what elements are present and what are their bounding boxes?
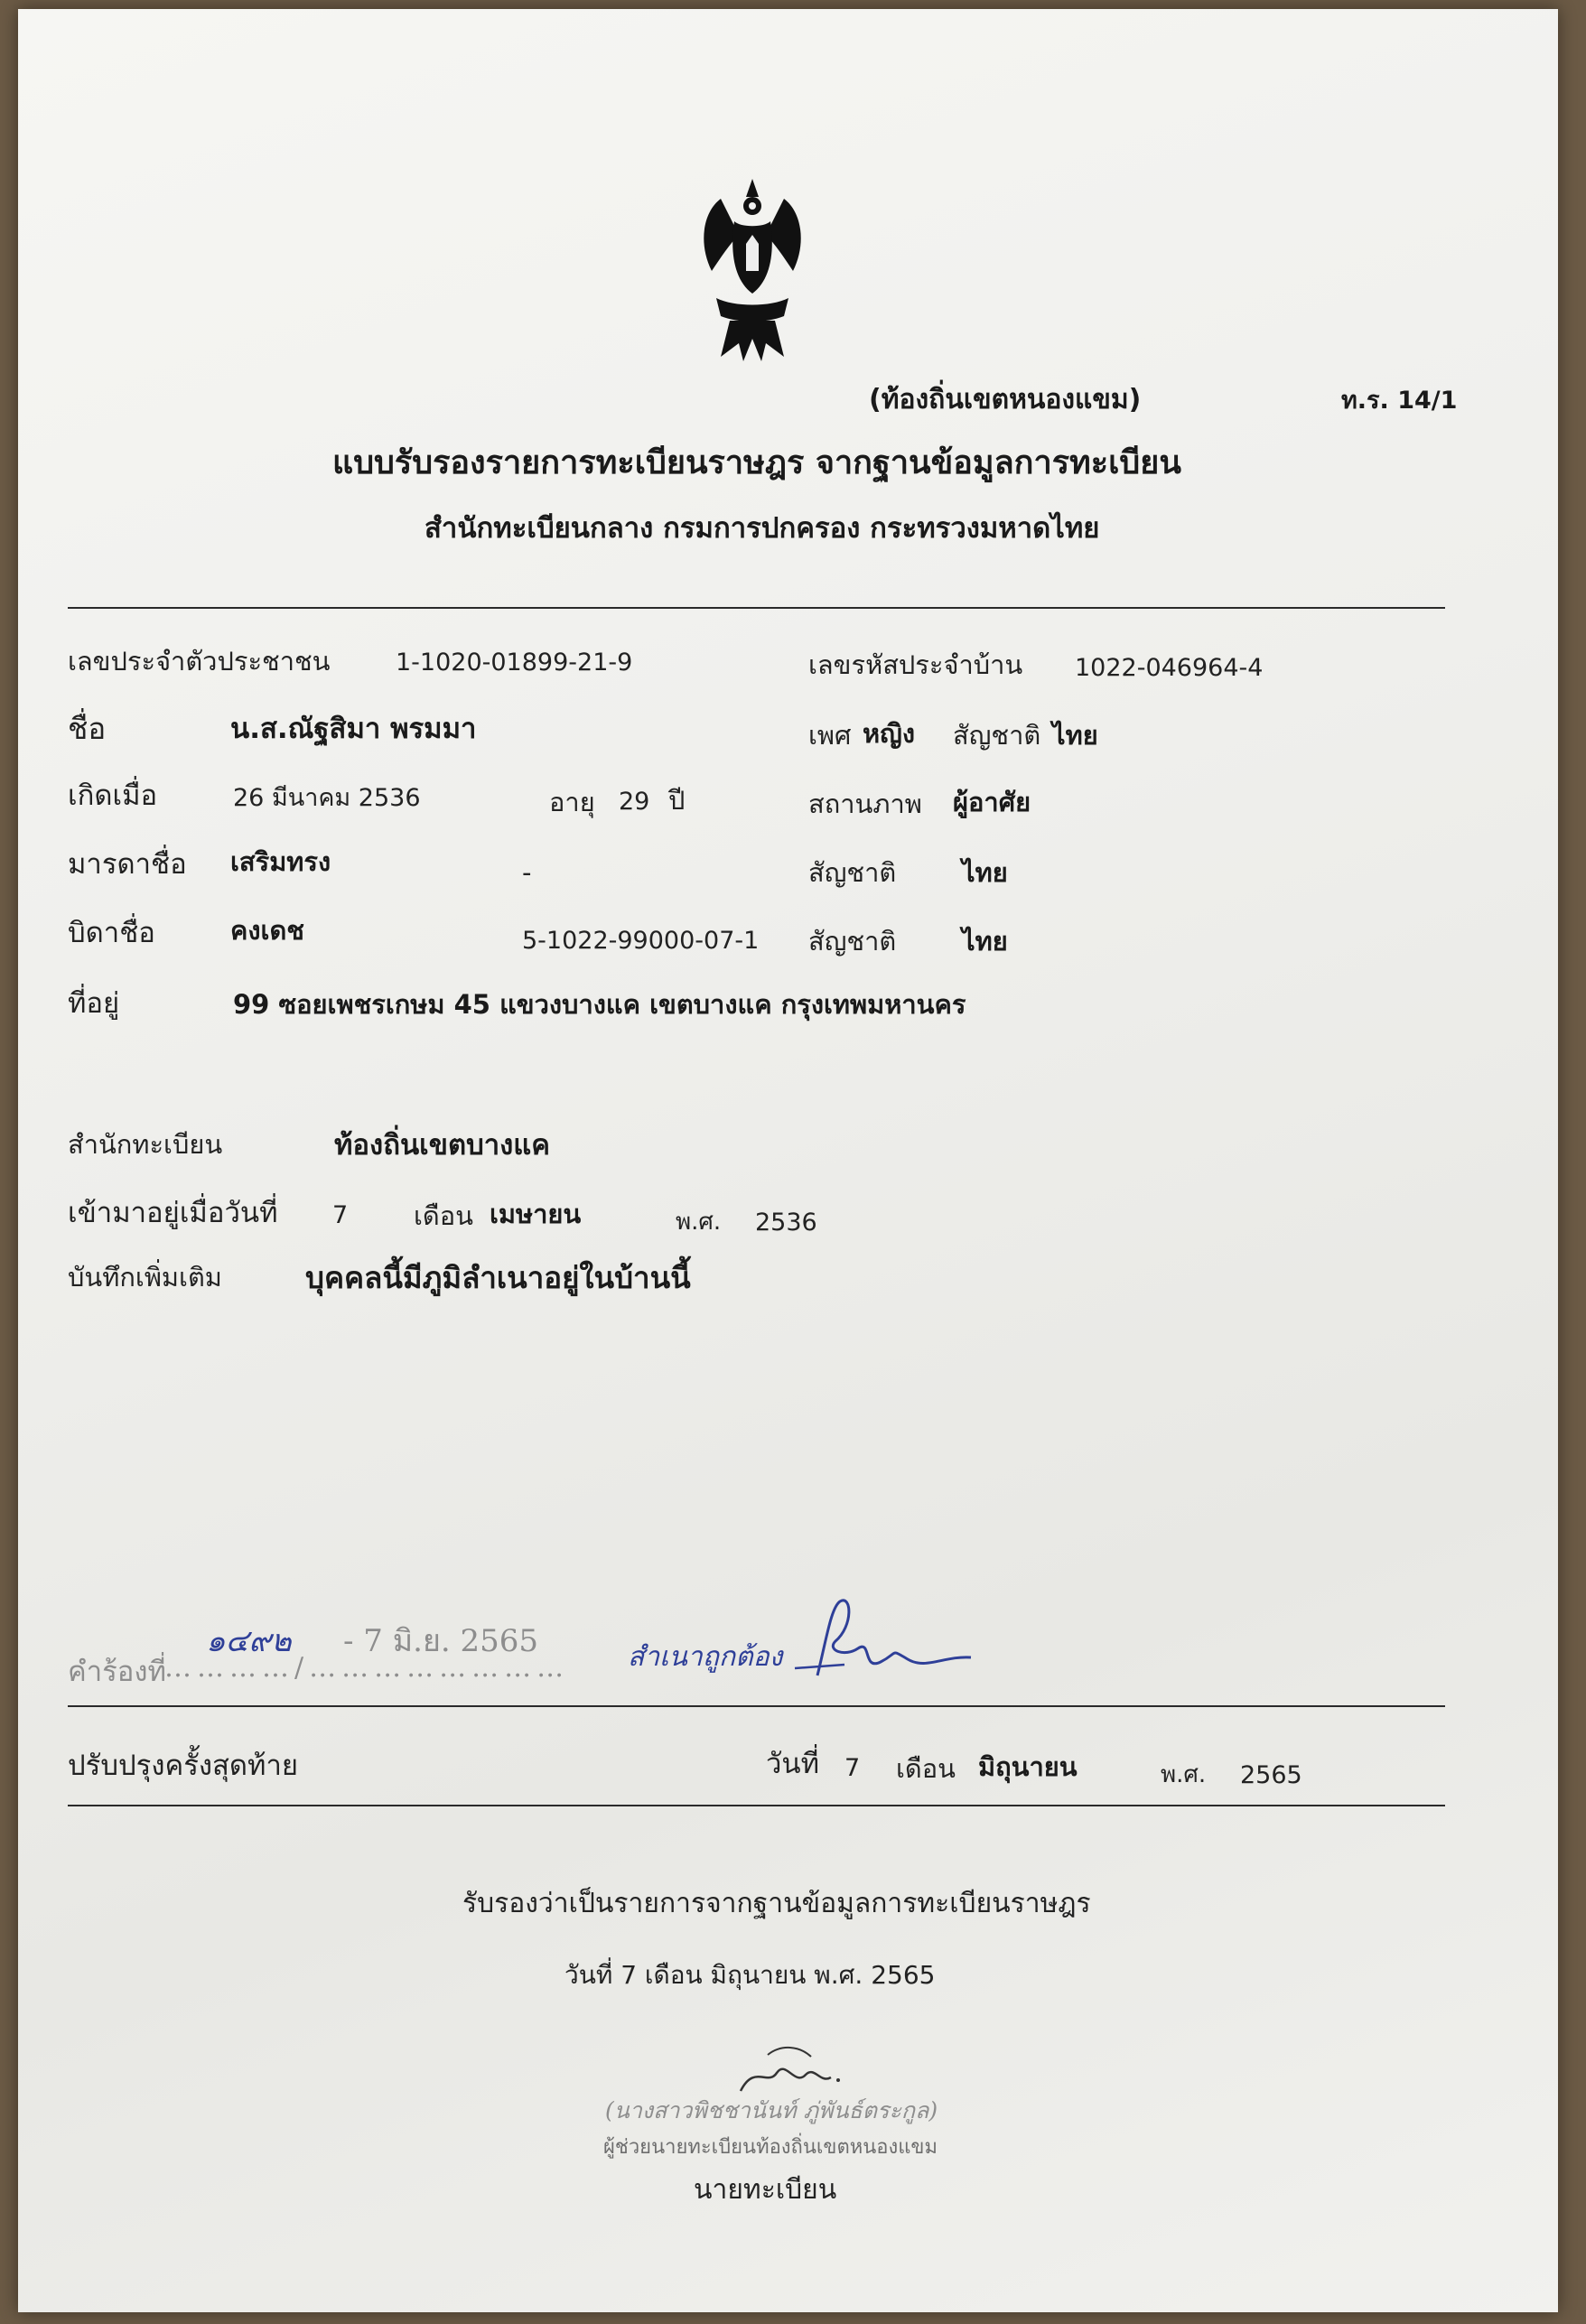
sex-value: หญิง (863, 718, 915, 749)
update-year: 2565 (1240, 1761, 1302, 1789)
mother-nationality-label: สัญชาติ (808, 857, 897, 888)
office-note: (ท้องถิ่นเขตหนองแขม) (869, 384, 1142, 415)
stamp-divider (68, 1705, 1445, 1707)
request-date-stamp: - 7 มิ.ย. 2565 (343, 1623, 539, 1659)
moved-in-year: 2536 (755, 1209, 817, 1237)
update-month: มิถุนายน (978, 1751, 1078, 1782)
status-label: สถานภาพ (808, 789, 922, 819)
status-value: ผู้อาศัย (953, 787, 1031, 817)
house-code-value: 1022-046964-4 (1075, 654, 1264, 682)
officer-signature (790, 1585, 980, 1685)
last-update-label: ปรับปรุงครั้งสุดท้าย (68, 1750, 299, 1782)
mother-label: มารดาชื่อ (68, 848, 187, 881)
father-label: บิดาชื่อ (68, 917, 155, 949)
id-label: เลขประจำตัวประชาชน (68, 646, 331, 677)
update-day-label: วันที่ (766, 1748, 820, 1780)
moved-in-month: เมษายน (490, 1199, 582, 1229)
update-year-label: พ.ศ. (1161, 1761, 1207, 1788)
document-title: แบบรับรองรายการทะเบียนราษฎร จากฐานข้อมูลการทะเบียน (332, 444, 1181, 481)
registry-office-value: ท้องถิ่นเขตบางแค (334, 1129, 551, 1162)
certified-copy-text: สำเนาถูกต้อง (628, 1641, 783, 1673)
update-day: 7 (844, 1754, 861, 1782)
father-nationality-label: สัญชาติ (808, 926, 897, 957)
father-id: 5-1022-99000-07-1 (522, 927, 760, 955)
mother-id: - (522, 857, 532, 888)
form-code: ท.ร. 14/1 (1341, 387, 1458, 415)
born-label: เกิดเมื่อ (68, 779, 158, 812)
age-label: อายุ (549, 787, 595, 817)
signer-position: ผู้ช่วยนายทะเบียนท้องถิ่นเขตหนองแขม (603, 2136, 938, 2159)
address-label: ที่อยู่ (68, 987, 120, 1020)
moved-in-year-label: พ.ศ. (676, 1209, 722, 1236)
request-label: คำร้องที่ (68, 1656, 166, 1688)
name-value: น.ส.ณัฐสิมา พรมมา (230, 713, 477, 745)
certification-line2: วันที่ 7 เดือน มิถุนายน พ.ศ. 2565 (564, 1960, 936, 1990)
document-page (18, 9, 1558, 2312)
mother-value: เสริมทรง (230, 846, 331, 877)
registrar-title: นายทะเบียน (694, 2174, 837, 2206)
update-divider (68, 1805, 1445, 1806)
nationality-label: สัญชาติ (953, 720, 1041, 751)
document-subtitle: สำนักทะเบียนกลาง กรมการปกครอง กระทรวงมหาดไทย (424, 512, 1100, 545)
registry-office-label: สำนักทะเบียน (68, 1129, 223, 1160)
request-dots: …………/…………………… (164, 1652, 570, 1684)
age-unit: ปี (668, 785, 686, 816)
certification-line1: รับรองว่าเป็นรายการจากฐานข้อมูลการทะเบียนราษฎร (462, 1888, 1091, 1919)
id-value: 1-1020-01899-21-9 (396, 649, 633, 677)
signer-name: (นางสาวพิชชานันท์ ภู่พันธ์ตระกูล) (605, 2097, 938, 2123)
update-month-label: เดือน (896, 1753, 956, 1784)
house-code-label: เลขรหัสประจำบ้าน (808, 649, 1023, 680)
header-divider (68, 607, 1445, 609)
mother-nationality-value: ไทย (962, 857, 1008, 888)
garuda-emblem-icon (694, 172, 811, 370)
born-value: 26 มีนาคม 2536 (233, 784, 421, 812)
name-label: ชื่อ (68, 711, 107, 746)
age-value: 29 (619, 788, 650, 816)
moved-in-month-label: เดือน (414, 1200, 473, 1231)
moved-in-label: เข้ามาอยู่เมื่อวันที่ (68, 1197, 278, 1229)
nationality-value: ไทย (1052, 720, 1098, 751)
request-number: ๑๔๙๒ (206, 1623, 292, 1659)
moved-in-day: 7 (332, 1201, 349, 1229)
registrar-signature (732, 2037, 849, 2105)
note-value: บุคคลนี้มีภูมิลำเนาอยู่ในบ้านนี้ (305, 1260, 691, 1295)
father-nationality-value: ไทย (962, 926, 1008, 957)
address-value: 99 ซอยเพชรเกษม 45 แขวงบางแค เขตบางแค กรุงเทพมหานคร (233, 989, 966, 1020)
father-value: คงเดช (230, 915, 304, 946)
note-label: บันทึกเพิ่มเติม (68, 1262, 222, 1293)
sex-label: เพศ (808, 720, 852, 751)
